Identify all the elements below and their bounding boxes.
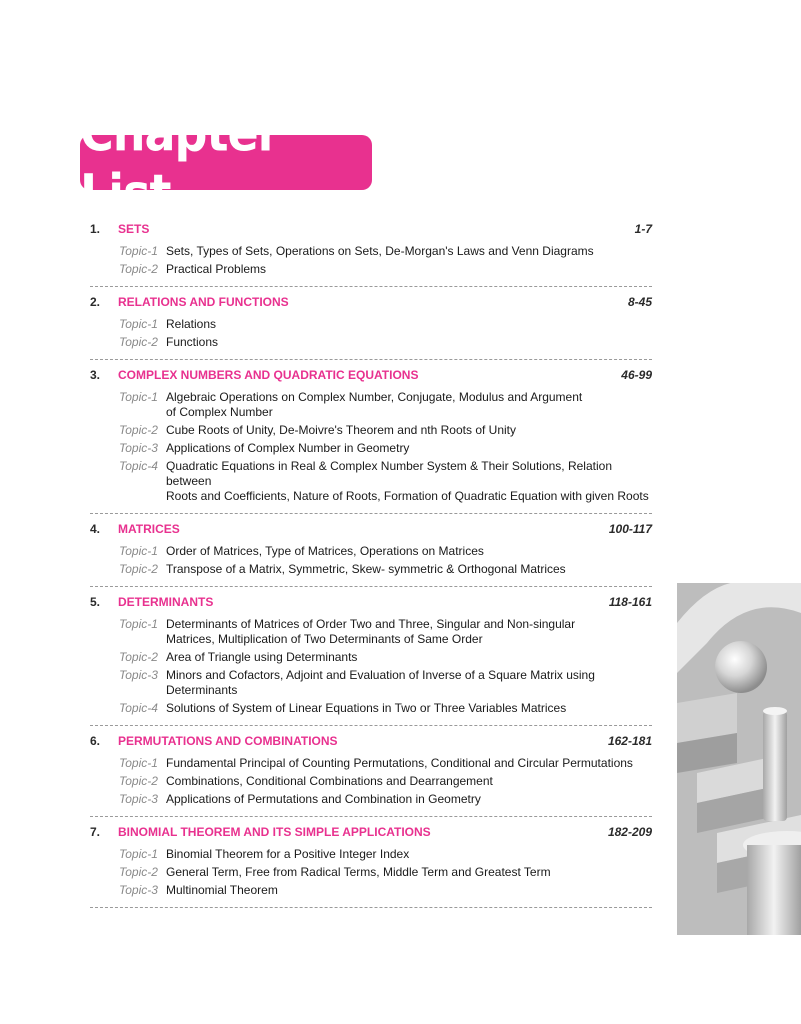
chapter-name: PERMUTATIONS AND COMBINATIONS	[118, 734, 338, 748]
topic-text	[166, 317, 652, 332]
topic-label: Topic-2	[119, 649, 158, 664]
chapter-heading	[90, 825, 652, 845]
topic-label: Topic-1	[119, 389, 158, 404]
topic-row	[119, 242, 652, 260]
chapter-number: 2.	[90, 295, 101, 309]
topic-text-line-2: Matrices, Multiplication of Two Determinants of Same Order	[166, 631, 483, 646]
chapter-pages: 182-209	[607, 825, 652, 839]
topic-text-line: Functions	[166, 334, 219, 349]
topic-row	[119, 421, 652, 439]
topic-text	[166, 847, 652, 862]
chapter-heading	[90, 734, 652, 754]
topic-row	[119, 648, 652, 666]
chapter-heading	[90, 295, 652, 315]
topic-text-line: Determinants of Matrices of Order Two and Three, Singular and Non-singular	[166, 616, 576, 631]
topic-row	[119, 790, 652, 808]
topic-label: Topic-2	[119, 422, 158, 437]
topic-label: Topic-1	[119, 616, 158, 631]
chapter-name: RELATIONS AND FUNCTIONS	[118, 295, 289, 309]
topic-text	[166, 792, 652, 807]
topic-text	[166, 459, 652, 504]
chapter-pages: 1-7	[634, 222, 652, 236]
topic-text-line: Cube Roots of Unity, De-Moivre's Theorem and nth Roots of Unity	[166, 422, 516, 437]
chapter-heading	[90, 522, 652, 542]
chapter-entry	[90, 595, 652, 726]
topic-label: Topic-4	[119, 700, 158, 715]
topic-text	[166, 441, 652, 456]
chapter-heading	[90, 595, 652, 615]
topic-text	[166, 390, 652, 420]
topic-text-line: Algebraic Operations on Complex Number, Conjugate, Modulus and Argument	[166, 389, 583, 404]
topic-row	[119, 881, 652, 899]
topic-row	[119, 315, 652, 333]
topic-label: Topic-3	[119, 791, 158, 806]
topic-row	[119, 615, 652, 648]
topic-text-line: Practical Problems	[166, 261, 267, 276]
chapter-number: 1.	[90, 222, 101, 236]
topic-text-line: General Term, Free from Radical Terms, Middle Term and Greatest Term	[166, 864, 551, 879]
chapter-number: 6.	[90, 734, 101, 748]
chapter-name: MATRICES	[118, 522, 180, 536]
chapter-heading	[90, 368, 652, 388]
topic-text-line: Sets, Types of Sets, Operations on Sets, De-Morgan's Laws and Venn Diagrams	[166, 243, 594, 258]
chapter-name: COMPLEX NUMBERS AND QUADRATIC EQUATIONS	[118, 368, 419, 382]
chapter-entry	[90, 222, 652, 287]
topic-text	[166, 650, 652, 665]
topic-text	[166, 244, 652, 259]
chapter-number: 3.	[90, 368, 101, 382]
topic-text-line: Transpose of a Matrix, Symmetric, Skew- symmetric & Orthogonal Matrices	[166, 561, 566, 576]
chapter-entry	[90, 368, 652, 514]
chapter-heading	[90, 222, 652, 242]
topic-text-line: Multinomial Theorem	[166, 882, 278, 897]
chapter-number: 5.	[90, 595, 101, 609]
topic-text-line: Solutions of System of Linear Equations in Two or Three Variables Matrices	[166, 700, 567, 715]
chapter-pages: 46-99	[621, 368, 652, 382]
topic-text	[166, 335, 652, 350]
topic-text-line: Fundamental Principal of Counting Permutations, Conditional and Circular Permutations	[166, 755, 633, 770]
chapter-entry	[90, 825, 652, 908]
topic-label: Topic-1	[119, 846, 158, 861]
chapter-pages: 118-161	[608, 595, 652, 609]
topic-text-line: Combinations, Conditional Combinations and Dearrangement	[166, 773, 493, 788]
topic-text	[166, 668, 652, 698]
topic-text	[166, 701, 652, 716]
chapter-list-banner	[80, 102, 372, 223]
topic-row	[119, 845, 652, 863]
topic-row	[119, 439, 652, 457]
chapter-list	[90, 222, 652, 916]
topic-row	[119, 542, 652, 560]
topic-label: Topic-3	[119, 440, 158, 455]
topic-row	[119, 699, 652, 717]
chapter-number: 7.	[90, 825, 101, 839]
topic-text	[166, 262, 652, 277]
topic-text-line: Order of Matrices, Type of Matrices, Operations on Matrices	[166, 543, 484, 558]
topic-label: Topic-1	[119, 316, 158, 331]
topic-text	[166, 544, 652, 559]
topic-text-line: Applications of Complex Number in Geometry	[166, 440, 410, 455]
topic-label: Topic-2	[119, 261, 158, 276]
topic-text-line: Relations	[166, 316, 217, 331]
topic-row	[119, 260, 652, 278]
topic-label: Topic-2	[119, 773, 158, 788]
topic-label: Topic-3	[119, 882, 158, 897]
page-title: Chapter List	[80, 102, 280, 223]
topic-text	[166, 617, 652, 647]
topic-label: Topic-1	[119, 243, 158, 258]
topic-text-line-2: Roots and Coefficients, Nature of Roots, Formation of Quadratic Equation with given Roots	[166, 488, 649, 503]
topic-text	[166, 865, 652, 880]
topic-label: Topic-2	[119, 334, 158, 349]
topic-text-line: Quadratic Equations in Real & Complex Number System & Their Solutions, Relation between	[166, 458, 612, 488]
chapter-pages: 8-45	[627, 295, 652, 309]
topic-text	[166, 774, 652, 789]
chapter-pages: 100-117	[608, 522, 652, 536]
topic-text-line: Minors and Cofactors, Adjoint and Evaluation of Inverse of a Square Matrix using Determinants	[166, 667, 595, 697]
topic-text-line: Binomial Theorem for a Positive Integer Index	[166, 846, 410, 861]
topic-label: Topic-3	[119, 667, 158, 682]
topic-row	[119, 666, 652, 699]
chapter-pages: 162-181	[607, 734, 652, 748]
chapter-entry	[90, 295, 652, 360]
topic-row	[119, 560, 652, 578]
topic-text-line: Applications of Permutations and Combination in Geometry	[166, 791, 481, 806]
chapter-name: DETERMINANTS	[118, 595, 214, 609]
chapter-name: BINOMIAL THEOREM AND ITS SIMPLE APPLICATIONS	[118, 825, 431, 839]
topic-label: Topic-1	[119, 755, 158, 770]
topic-text-line-2: of Complex Number	[166, 404, 273, 419]
decorative-photo	[677, 583, 801, 935]
topic-text	[166, 756, 652, 771]
chapter-entry	[90, 522, 652, 587]
topic-row	[119, 772, 652, 790]
topic-row	[119, 457, 652, 505]
topic-label: Topic-4	[119, 458, 158, 473]
topic-row	[119, 863, 652, 881]
topic-label: Topic-2	[119, 864, 158, 879]
topic-text-line: Area of Triangle using Determinants	[166, 649, 358, 664]
topic-text	[166, 883, 652, 898]
chapter-name: SETS	[118, 222, 150, 236]
topic-label: Topic-1	[119, 543, 158, 558]
topic-text	[166, 562, 652, 577]
topic-text	[166, 423, 652, 438]
chapter-entry	[90, 734, 652, 817]
topic-row	[119, 754, 652, 772]
topic-row	[119, 333, 652, 351]
topic-label: Topic-2	[119, 561, 158, 576]
topic-row	[119, 388, 652, 421]
chapter-number: 4.	[90, 522, 101, 536]
